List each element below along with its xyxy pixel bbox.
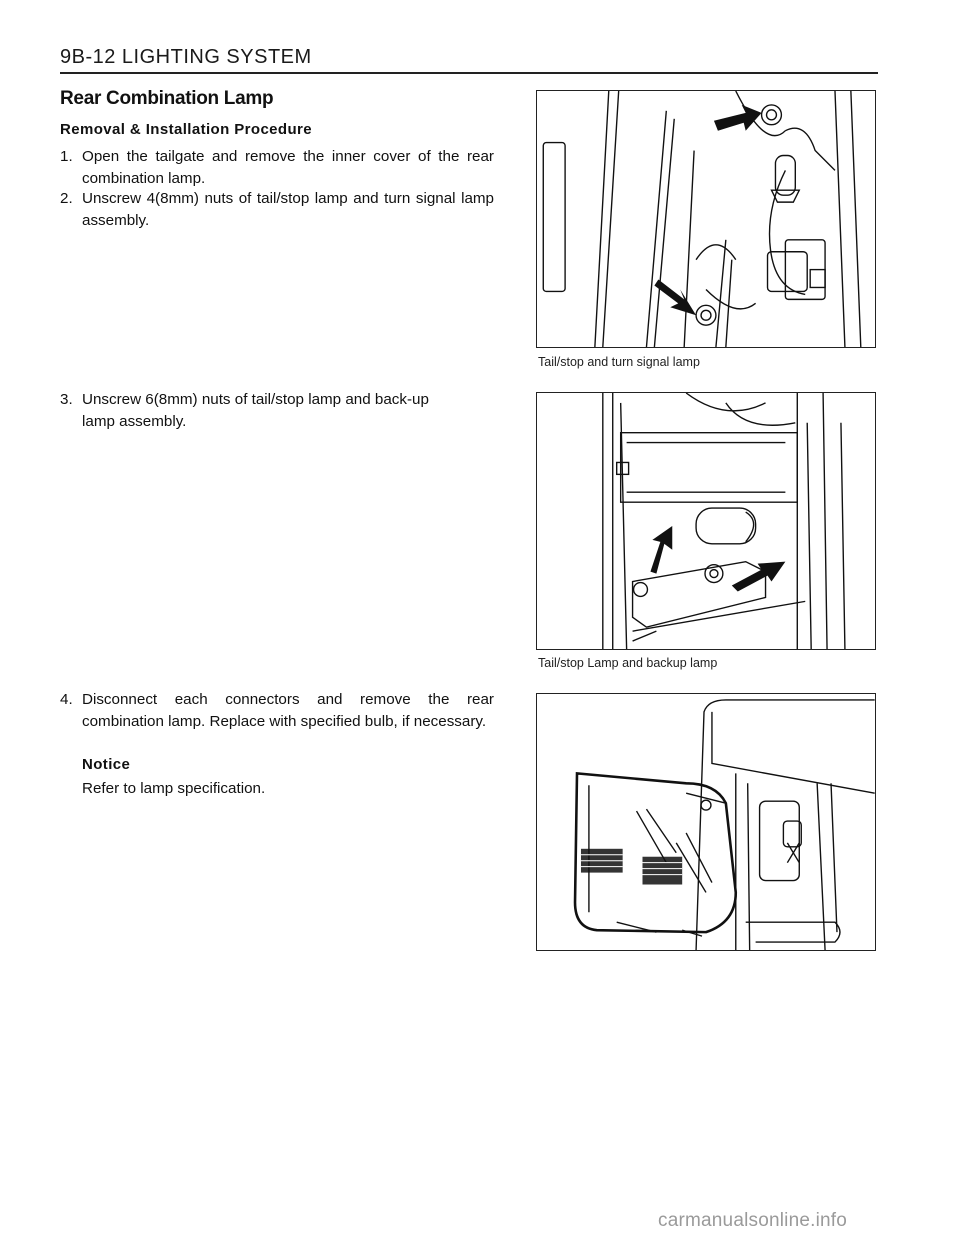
step-1 <box>60 146 494 190</box>
notice-label: Notice <box>82 756 131 773</box>
step-text: Open the tailgate and remove the inner cover of the rear combination lamp. <box>82 148 494 187</box>
step-text: Disconnect each connectors and remove the rear combination lamp. Replace with specified bulb, if necessary. <box>82 691 494 730</box>
watermark: carmanualsonline.info <box>658 1210 848 1231</box>
section-title: Rear Combination Lamp <box>60 88 274 109</box>
step-4 <box>60 689 494 733</box>
header-divider <box>60 72 878 74</box>
step-number: 2. <box>60 190 73 207</box>
tail-backup-lamp-illustration <box>537 393 875 649</box>
step-number: 3. <box>60 391 73 408</box>
figure-2-caption: Tail/stop Lamp and backup lamp <box>538 656 718 670</box>
step-2 <box>60 188 494 232</box>
step-number: 1. <box>60 148 73 165</box>
figure-1-caption: Tail/stop and turn signal lamp <box>538 355 700 369</box>
step-3 <box>60 389 460 433</box>
tail-turn-lamp-illustration <box>537 91 875 347</box>
step-text: Unscrew 4(8mm) nuts of tail/stop lamp and turn signal lamp assembly. <box>82 190 494 229</box>
figure-tail-turn-lamp <box>536 90 876 348</box>
step-number: 4. <box>60 691 73 708</box>
figure-tail-backup-lamp <box>536 392 876 650</box>
procedure-subheading: Removal & Installation Procedure <box>60 121 313 138</box>
step-text: Unscrew 6(8mm) nuts of tail/stop lamp and back-up lamp assembly. <box>82 391 429 430</box>
combination-lamp-illustration <box>537 694 875 950</box>
notice-text: Refer to lamp specification. <box>82 780 266 797</box>
figure-combination-lamp-removed <box>536 693 876 951</box>
page-header-title: 9B-12 LIGHTING SYSTEM <box>60 46 312 68</box>
